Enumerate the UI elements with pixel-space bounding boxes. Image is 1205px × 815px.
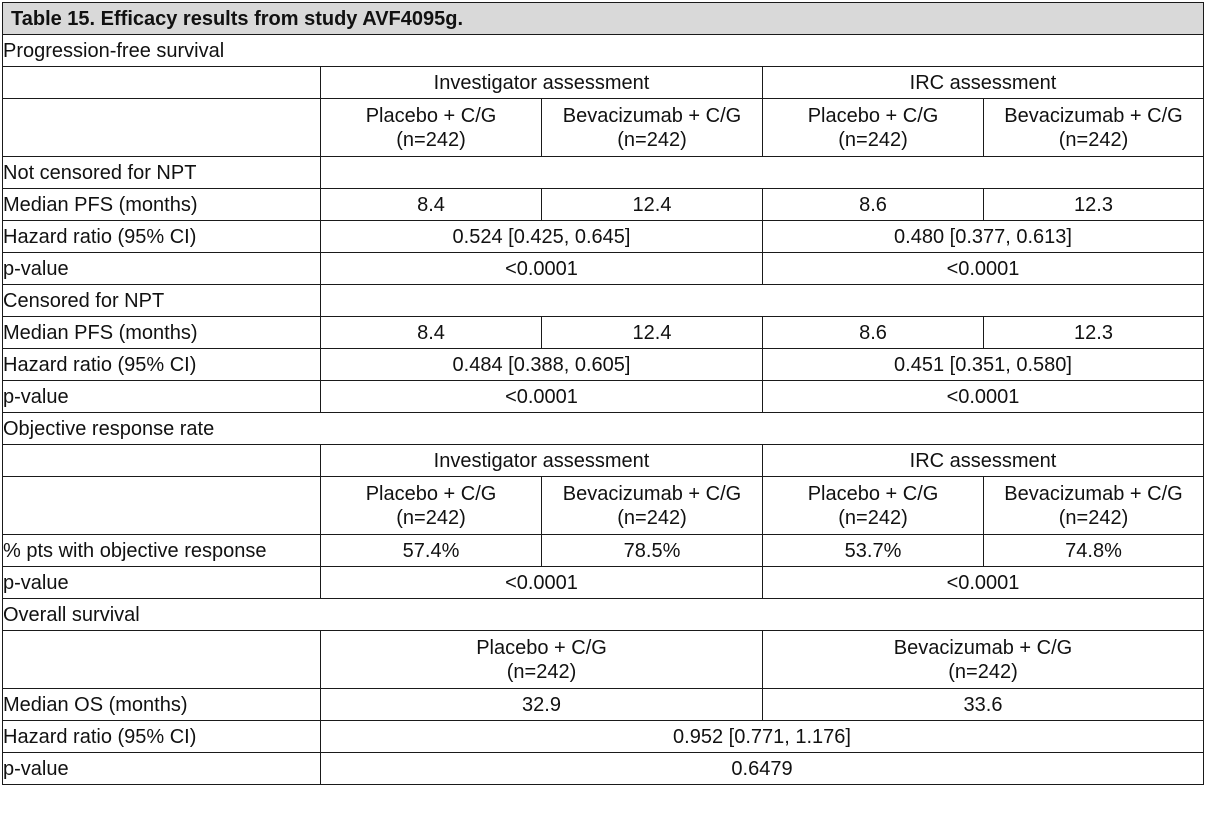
row-label: Median OS (months)	[3, 689, 321, 721]
section-label-orr: Objective response rate	[3, 413, 1204, 445]
row-label: Hazard ratio (95% CI)	[3, 221, 321, 253]
arm-name: Placebo + C/G	[807, 104, 939, 127]
section-label-os: Overall survival	[3, 599, 1204, 631]
irc-header: IRC assessment	[763, 445, 1204, 477]
table-row	[3, 189, 1204, 221]
table-row	[3, 753, 1204, 785]
arm-name: Bevacizumab + C/G	[1004, 104, 1183, 127]
empty-cell	[321, 285, 1204, 317]
value-cell: 8.4	[321, 189, 542, 221]
arm-header-row	[3, 631, 1204, 689]
arm-header	[763, 477, 984, 535]
arm-header	[321, 477, 542, 535]
arm-header	[984, 477, 1204, 535]
empty-cell	[3, 631, 321, 689]
arm-header	[321, 99, 542, 157]
arm-n: (n=242)	[617, 506, 687, 529]
table-row	[3, 689, 1204, 721]
value-cell: 57.4%	[321, 535, 542, 567]
arm-name: Bevacizumab + C/G	[562, 104, 742, 127]
subsection-label-not-censored: Not censored for NPT	[3, 157, 321, 189]
arm-name: Bevacizumab + C/G	[562, 482, 742, 505]
table-row	[3, 567, 1204, 599]
table-title: Table 15. Efficacy results from study AVF4095g.	[3, 3, 1204, 35]
value-cell: 33.6	[763, 689, 1204, 721]
arm-header-row	[3, 99, 1204, 157]
value-cell: 12.3	[984, 317, 1204, 349]
arm-header	[763, 99, 984, 157]
section-label-pfs: Progression-free survival	[3, 35, 1204, 67]
value-cell: 53.7%	[763, 535, 984, 567]
arm-n: (n=242)	[396, 506, 466, 529]
investigator-header: Investigator assessment	[321, 445, 763, 477]
row-label: Median PFS (months)	[3, 189, 321, 221]
empty-cell	[3, 477, 321, 535]
empty-cell	[3, 67, 321, 99]
arm-header	[542, 99, 763, 157]
investigator-header: Investigator assessment	[321, 67, 763, 99]
arm-name: Bevacizumab + C/G	[1004, 482, 1183, 505]
arm-header	[321, 631, 763, 689]
value-cell: 0.451 [0.351, 0.580]	[763, 349, 1204, 381]
value-cell: 8.4	[321, 317, 542, 349]
irc-header: IRC assessment	[763, 67, 1204, 99]
arm-n: (n=242)	[506, 660, 577, 683]
arm-header	[763, 631, 1204, 689]
value-cell: 78.5%	[542, 535, 763, 567]
table-row	[3, 381, 1204, 413]
value-cell: <0.0001	[321, 381, 763, 413]
value-cell: 0.952 [0.771, 1.176]	[321, 721, 1204, 753]
arm-name: Placebo + C/G	[365, 482, 497, 505]
arm-header-row	[3, 477, 1204, 535]
value-cell: 0.480 [0.377, 0.613]	[763, 221, 1204, 253]
row-label: p-value	[3, 253, 321, 285]
value-cell: 0.484 [0.388, 0.605]	[321, 349, 763, 381]
arm-n: (n=242)	[396, 128, 466, 151]
row-label: Hazard ratio (95% CI)	[3, 721, 321, 753]
table-row	[3, 535, 1204, 567]
assessment-header-row	[3, 67, 1204, 99]
value-cell: <0.0001	[321, 567, 763, 599]
assessment-header-row	[3, 445, 1204, 477]
arm-name: Placebo + C/G	[365, 104, 497, 127]
empty-cell	[3, 445, 321, 477]
value-cell: 8.6	[763, 189, 984, 221]
table-row	[3, 317, 1204, 349]
row-label: % pts with objective response	[3, 535, 321, 567]
row-label: p-value	[3, 753, 321, 785]
table-row	[3, 349, 1204, 381]
table-row	[3, 221, 1204, 253]
arm-n: (n=242)	[1058, 128, 1129, 151]
value-cell: 32.9	[321, 689, 763, 721]
section-row	[3, 413, 1204, 445]
value-cell: <0.0001	[763, 253, 1204, 285]
value-cell: 74.8%	[984, 535, 1204, 567]
arm-header	[984, 99, 1204, 157]
arm-n: (n=242)	[617, 128, 687, 151]
arm-name: Bevacizumab + C/G	[893, 636, 1073, 659]
value-cell: <0.0001	[763, 567, 1204, 599]
table-row	[3, 253, 1204, 285]
arm-header	[542, 477, 763, 535]
value-cell: 12.4	[542, 317, 763, 349]
title-row	[3, 3, 1204, 35]
empty-cell	[321, 157, 1204, 189]
value-cell: 0.6479	[321, 753, 1204, 785]
row-label: p-value	[3, 567, 321, 599]
arm-n: (n=242)	[838, 506, 908, 529]
value-cell: 0.524 [0.425, 0.645]	[321, 221, 763, 253]
arm-n: (n=242)	[838, 128, 908, 151]
table-row	[3, 721, 1204, 753]
efficacy-table	[2, 2, 1204, 785]
arm-name: Placebo + C/G	[807, 482, 939, 505]
subsection-row	[3, 285, 1204, 317]
arm-n: (n=242)	[1058, 506, 1129, 529]
subsection-row	[3, 157, 1204, 189]
row-label: Median PFS (months)	[3, 317, 321, 349]
value-cell: <0.0001	[321, 253, 763, 285]
value-cell: <0.0001	[763, 381, 1204, 413]
value-cell: 8.6	[763, 317, 984, 349]
row-label: Hazard ratio (95% CI)	[3, 349, 321, 381]
arm-n: (n=242)	[948, 660, 1018, 683]
value-cell: 12.4	[542, 189, 763, 221]
empty-cell	[3, 99, 321, 157]
row-label: p-value	[3, 381, 321, 413]
section-row	[3, 599, 1204, 631]
subsection-label-censored: Censored for NPT	[3, 285, 321, 317]
section-row	[3, 35, 1204, 67]
value-cell: 12.3	[984, 189, 1204, 221]
arm-name: Placebo + C/G	[476, 636, 607, 659]
